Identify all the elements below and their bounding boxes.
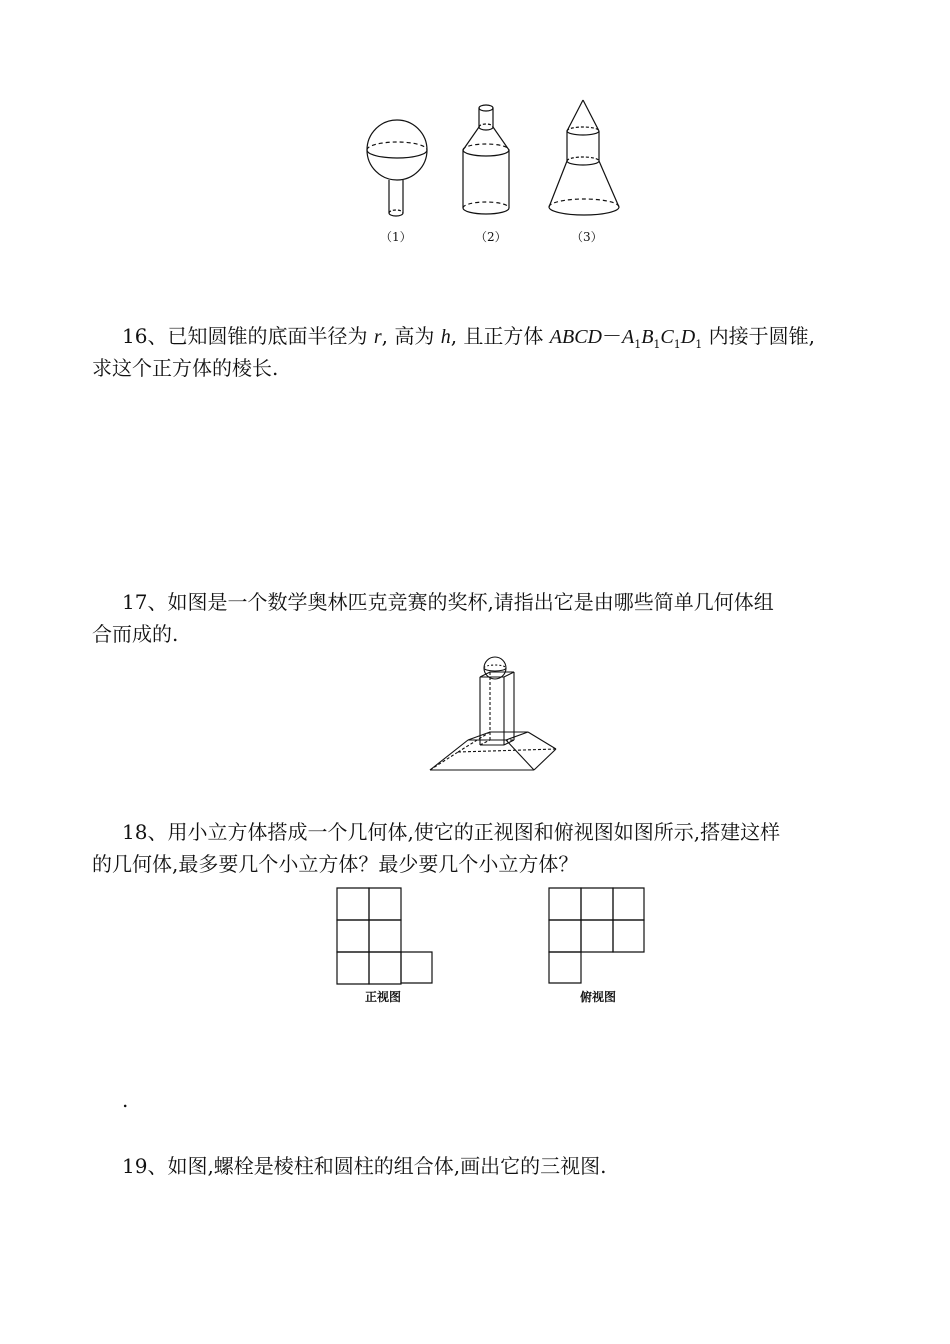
vertex-a1: A <box>621 326 635 348</box>
figure-label-1: （1） <box>380 230 412 244</box>
dash: － <box>601 324 622 348</box>
q19-line1: 19、如图,螺栓是棱柱和圆柱的组合体,画出它的三视图. <box>122 1154 607 1178</box>
front-view-grid <box>337 888 433 984</box>
front-view-caption: 正视图 <box>365 990 402 1004</box>
vertex-c1: C <box>660 326 674 348</box>
trophy-figure <box>420 652 565 777</box>
figure-label-3: （3） <box>571 230 603 244</box>
q16-text-a: 16、已知圆锥的底面半径为 <box>122 324 374 348</box>
var-h: h <box>440 326 451 348</box>
cube-name: ABCD <box>549 326 602 348</box>
top-view-caption: 俯视图 <box>580 990 617 1004</box>
subscript: 1 <box>695 338 703 351</box>
q18-line2: 的几何体,最多要几个小立方体？最少要几个小立方体？ <box>92 852 579 876</box>
q16-text-d: 内接于圆锥, <box>702 324 815 348</box>
figure-label-2: （2） <box>475 230 507 244</box>
q16-text-b: , 高为 <box>381 324 441 348</box>
sphere-on-cylinder-shape <box>367 120 427 216</box>
vertex-d1: D <box>680 326 696 348</box>
stray-dot: . <box>122 1088 129 1112</box>
q17-line2: 合而成的. <box>92 622 179 646</box>
vertex-b1: B <box>641 326 654 348</box>
cylinder-frustum-shape <box>463 105 509 214</box>
q16-text-c: , 且正方体 <box>450 324 550 348</box>
q18-line1: 18、用小立方体搭成一个几何体,使它的正视图和俯视图如图所示,搭建这样 <box>122 820 781 844</box>
subscript: 1 <box>653 338 661 351</box>
subscript: 1 <box>634 338 642 351</box>
subscript: 1 <box>673 338 681 351</box>
var-r: r <box>373 326 382 348</box>
cone-cylinder-frustum-shape <box>549 100 619 215</box>
q16-line2: 求这个正方体的棱长. <box>92 356 279 380</box>
q17-line1: 17、如图是一个数学奥林匹克竞赛的奖杯,请指出它是由哪些简单几何体组 <box>122 590 774 614</box>
top-view-grid <box>549 888 645 984</box>
